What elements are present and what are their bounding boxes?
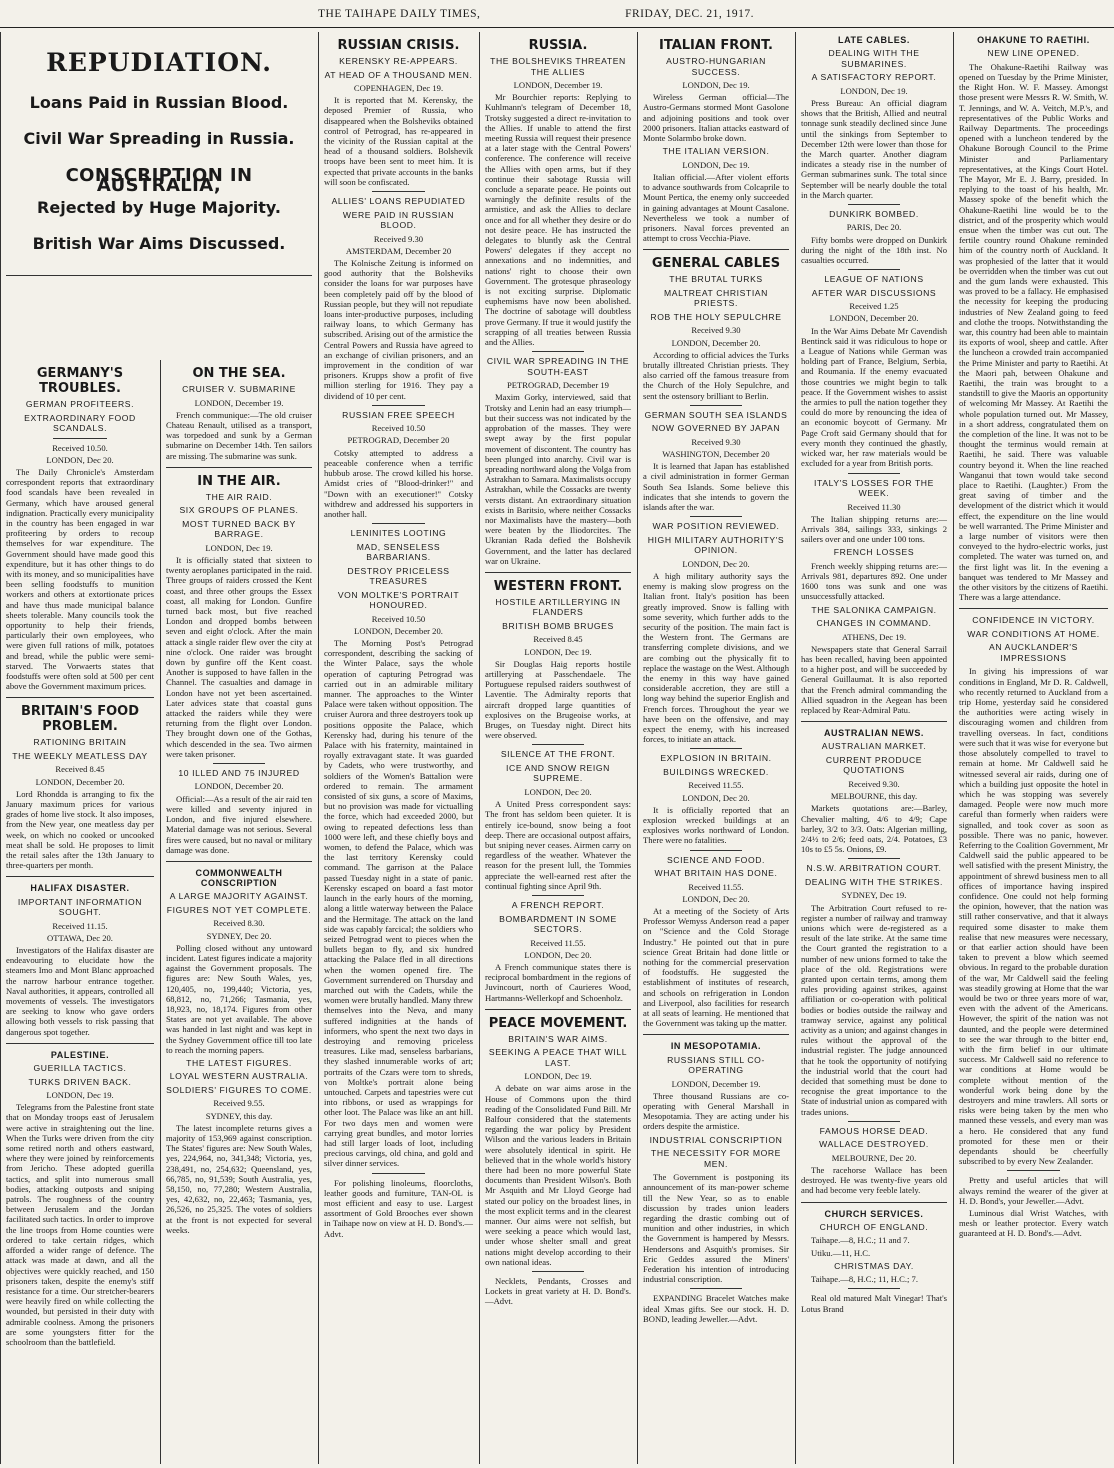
germany-received: Received 10.50.	[52, 442, 108, 453]
speech-title: RUSSIAN FREE SPEECH	[342, 409, 455, 420]
western-dateline: LONDON, Dec 19.	[524, 646, 592, 657]
food-title: BRITAIN'S FOOD PROBLEM.	[20, 704, 140, 735]
column-a	[0, 360, 160, 1464]
cables-body: According to official advices the Turks brutally illtreated Christian priests. They also carried off the famous treasure from the Church of the Holy Sepulchre, and sent the ostensory brilliant to Berlin.	[643, 349, 789, 401]
explosion-title: EXPLOSION IN BRITAIN.	[660, 753, 772, 764]
conscription-body: Polling closed without any untoward incident. Latest figures indicate a majority against the Government proposals. The figures are: New South Wales, yes, 120,405, no, 199,440; Victoria, yes, 68,812, no, 71,266; Tasmania, yes, 18,923, no, 18,174. Figures from other States are not yet available. The above was handed in last night and was kept in the Sydney Government office till too late to reach the morning papers.	[166, 942, 312, 1055]
divider	[848, 473, 901, 474]
explosion-body: It is officially reported that an explosion wrecked buildings at an explosives works northward of London. There were no fatalities.	[643, 804, 789, 846]
divider	[372, 191, 426, 192]
divider	[848, 1288, 901, 1289]
divider	[643, 1034, 789, 1035]
salonika-body: Newspapers state that General Sarrail has been recalled, having been appointed to a higher post, and will be succeeded by General Guillaumat. It is also reported that the French admiral commanding the Allied squadron in the Aegean has been replaced by Rear-Admiral Patu.	[801, 643, 947, 716]
peace-title: PEACE MOVEMENT.	[488, 1015, 628, 1031]
conscription-sub5: SOLDIERS' FIGURES TO COME.	[166, 1084, 312, 1095]
speech-body: Cotsky attempted to address a peaceable conference when a terrific hubbub arose. The crowd killed his horse. Amidst cries of "Blood-drinker!" and "Down with an executioner!" Cotsky withdrew and addressed his supporters in another hall.	[324, 447, 473, 519]
crisis-title: RUSSIAN CRISIS.	[337, 38, 460, 53]
dunkirk-body: Fifty bombs were dropped on Dunkirk during the night of the 18th inst. No casualties occurred.	[801, 234, 947, 266]
looting-title: LENINITES LOOTING	[350, 528, 447, 539]
divider	[166, 467, 312, 468]
divider	[372, 1173, 426, 1174]
divider	[6, 876, 154, 877]
peace-dateline: LONDON, Dec 19.	[524, 1071, 592, 1082]
ohakune-sub1: NEW LINE OPENED.	[987, 48, 1080, 59]
air-sub3: MOST TURNED BACK BY BARRAGE.	[182, 518, 296, 540]
explosion-sub1: BUILDINGS WRECKED.	[663, 766, 769, 777]
horse-title: FAMOUS HORSE DEAD.	[819, 1125, 929, 1136]
speech-dateline: PETROGRAD, December 20	[347, 435, 450, 446]
australian-body: Markets quotations are:—Barley, Chevalier malting, 4/6 to 4/9; Cape barley, 3/2 to 3/3. Oats: Algerian milling, 2/4½ to 2/6; feed oats, 2/4. Potatoes, £3 10s to £5 5s. Onions, £9.	[801, 803, 947, 855]
late-cables-dateline: LONDON, Dec 19.	[840, 85, 908, 96]
french-sub1: BOMBARDMENT IN SOME SECTORS.	[499, 913, 617, 934]
deck-1: Loans Paid in Russian Blood.	[29, 93, 289, 113]
salonika-sub1: CHANGES IN COMMAND.	[816, 618, 932, 629]
church-line-2: Utiku.—11, H.C.	[811, 1247, 871, 1258]
paper-name: THE TAIHAPE DAILY TIMES,	[318, 7, 481, 20]
church-sub1: CHURCH OF ENGLAND.	[819, 1221, 929, 1232]
divider	[485, 572, 631, 573]
french-title: A FRENCH REPORT.	[511, 900, 605, 910]
confidence-sub2: AN AUCKLANDER'S IMPRESSIONS	[989, 642, 1078, 663]
advert: Luminous dial Wrist Watches, with mesh or leather protector. Every watch guaranteed at H. D. Bond's.—Advt.	[959, 1208, 1108, 1239]
conscription-sub3: THE LATEST FIGURES.	[186, 1057, 292, 1068]
conscription-sub2: FIGURES NOT YET COMPLETE.	[166, 904, 312, 915]
air-sub1: THE AIR RAID.	[205, 491, 273, 502]
palestine-sub2: TURKS DRIVEN BACK.	[28, 1076, 132, 1087]
sea-sub1: CRUISER V. SUBMARINE	[182, 384, 296, 394]
divider	[532, 895, 585, 896]
divider	[801, 721, 947, 722]
church-line-3: Taihape.—8, H.C.; 11, H.C.; 7.	[811, 1274, 918, 1285]
western-title: WESTERN FRONT.	[493, 578, 623, 594]
food-dateline: LONDON, December 20.	[35, 776, 125, 787]
deck-5: British War Aims Discussed.	[32, 234, 286, 254]
church-title: CHURCH SERVICES.	[824, 1208, 924, 1219]
loans-title: ALLIES' LOANS REPUDIATED	[331, 196, 466, 207]
looting-body: The Morning Post's Petrograd correspondent, describing the sacking of the Winter Palace, says the whole operation of capturing Petrograd was carried out in an admirable military manner. The approaches to the Winter Palace were taken without opposition. The cruiser Aurora and three destroyers took up positions opposite the Palace, which Kerensky had, during his tenure of the Palace with his fraternity, maintained in royally extravagant state. It was guarded by Cadets, who were trustworthy, and soldiers of the Women's Battalion were ordered to remain. The armament consisted of six guns, a score of Maxims, but no provision was made for victualling the force, which had exceeded 2000, but owing to repeated defections less than 1000 were left, and these chiefly boys and women, to defend the Palace, which was the last territory Kerensky could command. The garrison at the Palace passed Tuesday night in a state of panic. Kerensky escaped on board a fast motor launch in the early hours of the morning, along a little waterway between the Palace and the Hermitage. The attack on the land side was capably farcical; the soldiers who seized Petrograd went to pieces when the bullets began to fly, and six hundred attacking the Palace fled in all directions when the women opened fire. The Government surrendered on Thursday and marched out with the Cadets, while the women were brutally handled. Many threw themselves into the Neva, and many suffered indignities at the hands of informers, who spent the next two days in destroying and removing priceless treasures. Like mad, senseless barbarians, they slashed innumerable works of art; portraits of the Czars were torn to shreds, von Moltke's portrait alone being untouched. Carpets and tapestries were cut into ribbons, or used as wrappings for other loot. The Palace was like an ant hill. For two days men and women were carrying great bundles, and motor lorries had still larger loads of loot, including precious carvings, old china, and gold and silver dinner services.	[324, 638, 473, 1169]
conscription-body-2: The latest incomplete returns gives a majority of 153,969 against conscription. The States' figures are: New South Wales, yes, 224,964, no, 341,348; Victoria, yes, 238,491, no, 254,632; Queensland, yes, 66,785, no, 91,539; South Australia, yes, 58,150, no, 77,280; Western Australia, yes, 42,632, no, 22,463; Tasmania, yes, 26,526, no 25,325. The votes of soldiers at the front is not expected for several weeks.	[166, 1122, 312, 1235]
food-sub2: THE WEEKLY MEATLESS DAY	[12, 750, 148, 761]
confidence-title: CONFIDENCE IN VICTORY.	[972, 615, 1095, 626]
silence-title: SILENCE AT THE FRONT.	[500, 749, 616, 760]
italy-sub1: FRENCH LOSSES	[833, 547, 915, 558]
italian-sub2: THE ITALIAN VERSION.	[662, 146, 770, 157]
russia-dateline: LONDON, December 19.	[513, 80, 603, 90]
halifax-dateline: OTTAWA, Dec 20.	[47, 932, 113, 943]
deck-2: Civil War Spreading in Russia.	[23, 129, 295, 149]
salonika-dateline: ATHENS, Dec 19.	[842, 631, 906, 642]
science-title: SCIENCE AND FOOD.	[666, 854, 766, 865]
arbitration-title: N.S.W. ARBITRATION COURT.	[806, 863, 942, 874]
league-sub1: AFTER WAR DISCUSSIONS	[811, 287, 937, 298]
conscription-sub4: LOYAL WESTERN AUSTRALIA.	[169, 1071, 309, 1082]
horse-dateline: MELBOURNE, Dec 20.	[831, 1152, 917, 1163]
divider	[1007, 1170, 1061, 1171]
southsea-title: GERMAN SOUTH SEA ISLANDS	[644, 409, 788, 420]
italy-body: The Italian shipping returns are:—Arrivals 384, sailings 333, sinkings 2 sailers over and one under 100 tons.	[801, 513, 947, 545]
divider	[532, 351, 585, 352]
cables-dateline: LONDON, December 20.	[671, 337, 761, 348]
divider	[53, 438, 106, 439]
science-sub1: WHAT BRITAIN HAS DONE.	[654, 868, 778, 879]
sea-title: ON THE SEA.	[192, 366, 286, 381]
crisis-dateline: COPENHAGEN, Dec 19.	[353, 83, 444, 93]
italian-title: ITALIAN FRONT.	[659, 38, 773, 53]
league-body: In the War Aims Debate Mr Cavendish Bentinck said it was ridiculous to hope or a League of Nations while German was holding part of France, Belgium, Serbia, and Roumania. If the enemy evacuated those countries we might begin to talk peace. If the Government wishes to assist the armies to pull the nation together they could do more by renouncing the idea of an economic boycott of Germany. Mr Page Croft said Germany should that for every month they continued the ghastly, wicked war, her raw materials would be excluded for a year from British ports.	[801, 325, 947, 469]
divider	[643, 249, 789, 250]
air-title: IN THE AIR.	[197, 473, 281, 489]
looting-sub2: DESTROY PRICELESS TREASURES	[347, 565, 450, 587]
southsea-sub1: NOW GOVERNED BY JAPAN	[651, 423, 781, 434]
italian-body-2: Italian official.—After violent efforts to advance southwards from Colcaprile to Mount Pertica, the enemy only succeeded in gaining advantages at Mount Casalone. Nevertheless we took a number of prisoners. Naval forces prevented an attempt to cross Vecchia-Piave.	[643, 171, 789, 244]
germany-dateline: LONDON, Dec 20.	[46, 454, 114, 465]
australian-sub2: CURRENT PRODUCE QUOTATIONS	[825, 754, 923, 776]
arbitration-sub1: DEALING WITH THE STRIKES.	[804, 876, 944, 887]
late-cables-sub1: DEALING WITH THE SUBMARINES.	[828, 48, 920, 69]
position-title: WAR POSITION REVIEWED.	[652, 521, 780, 532]
divider	[801, 1202, 947, 1203]
russia-title: RUSSIA.	[528, 38, 588, 53]
divider	[372, 405, 426, 406]
air-body: It is officially stated that sixteen to twenty aeroplanes participated in the raid. Three groups of raiders crossed the Kent coast, and three other groups the Essex coast, all making for London. Gunfire turned back most, but five reached London and dropped bombs between seven and eight o'clock. After the main attack a single raider flew over the city at nine o'clock. One raider was brought down by gunfire off the Kent coast. Another is supposed to have fallen in the Channel. The casualties and damage in London have not yet been ascertained. Later advices state that coastal guns attacked the raiders while they were returning from the flight over London. They brought down one of the Gothas, which descended in the sea. Two airmen were taken prisoner.	[166, 554, 312, 759]
arbitration-body: The Arbitration Court refused to re-register a number of railway and tramway unions which were de-registered as a result of the late strike. At the same time the Court granted the registration to a number of new unions formed to take the place of the old. Registrations were granted upon certain terms, among them rules providing against strikes, against affiliation or co-operation with political bodies or bodies outside the railway and tramway service, against any political activity as a union; and against changes in rules without the approval of the industrial register. The judge announced that he took the opportunity of notifying the industrial world that the court had decided that something must be done to recognise the great importance to the State of industrial union as compared with trades unions.	[801, 902, 947, 1117]
silence-sub1: ICE AND SNOW REIGN SUPREME.	[506, 762, 610, 784]
palestine-body: Telegrams from the Palestine front state that on Monday troops east of Jerusalem were active in straightening out the line. When the Turks were driven from the city some retired north and others eastward, where they were joined by reinforcements from Jericho. These adopted guerilla tactics, and split into numerous small bodies, attacking outposts and sniping patrols. The roughness of the country between Jerusalem and the Jordan facilitated such tactics. In order to improve the line troops from Home counties were ordered to take certain ridges, which afforded a wider range of defence. The attack was made at dawn, and all the objectives were quickly reached, and 150 prisoners taken, despite the enemy's stiff resistance for a time. Our stretcher-bearers were heavily fired on while collecting the wounded, but persisted in their duty with admirable coolness. Among the prisoners are some youngsters fitter for the schoolroom than the battlefield.	[6, 1102, 154, 1347]
masthead	[0, 0, 1114, 28]
advert: Necklets, Pendants, Crosses and Lockets in great variety at H. D. Bond's.—Advt.	[485, 1276, 631, 1307]
meso-body: Three thousand Russians are co-operating with General Marshall in Mesopotamia. They are acting under his orders despite the armistice.	[643, 1090, 789, 1132]
church-sub2: CHRISTMAS DAY.	[834, 1260, 914, 1271]
ohakune-title: OHAKUNE TO RAETIHI.	[977, 35, 1090, 45]
column-b	[160, 360, 318, 1464]
italian-dateline-2: LONDON, Dec 19.	[682, 159, 750, 170]
horse-body: The racehorse Wallace has been destroyed. He was twenty-five years old and had become very feeble lately.	[801, 1165, 947, 1196]
southsea-body: It is learned that Japan has established a civil administration in former German South Sea Islands. Some believe this indicates that she intends to govern the islands after the war.	[643, 461, 789, 512]
divider	[690, 516, 743, 517]
divider	[690, 748, 743, 749]
looting-sub1: MAD, SENSELESS BARBARIANS.	[356, 541, 441, 563]
peace-sub2: SEEKING A PEACE THAT WILL LAST.	[488, 1047, 628, 1068]
late-cables-body: Press Bureau: An official diagram shows that the British, Allied and neutral tonnage sunk steadily declined since June until the sinkings from September to December 12th were lower than those for the March quarter. Another diagram indicates a steady rise in the number of German submarines sunk. The total since September will be nearly double the total in the March quarter.	[801, 97, 947, 200]
divider	[848, 858, 901, 859]
divider	[690, 1288, 743, 1289]
crisis-sub2: AT HEAD OF A THOUSAND MEN.	[324, 69, 473, 80]
looting-sub3: VON MOLTKE'S PORTRAIT HONOURED.	[337, 589, 460, 611]
salonika-title: THE SALONIKA CAMPAIGN.	[811, 604, 937, 615]
conscription-dateline: SYDNEY, Dec 20.	[206, 930, 272, 941]
divider	[959, 608, 1108, 609]
cables-sub2: MALTREAT CHRISTIAN PRIESTS.	[664, 287, 768, 309]
divider	[213, 763, 266, 764]
column-d	[479, 32, 637, 1464]
science-received: Received 11.55.	[688, 881, 744, 892]
meso-body-2: The Government is postponing its announcement of its man-power scheme till the New Year, so as to enable discussion by trades union leaders regarding the drastic combing out of munition and other industries, in which the Government is hampered by Messrs. Hendersons and Asquith's promises. Sir Eric Geddes assured the Miners' Federation his intention of introducing industrial conscription.	[643, 1172, 789, 1285]
conscription-title: COMMONWEALTH CONSCRIPTION	[195, 867, 283, 889]
divider	[372, 523, 426, 524]
italian-dateline: LONDON, Dec 19.	[682, 80, 750, 90]
late-cables-sub2: A SATISFACTORY REPORT.	[811, 72, 937, 83]
dunkirk-title: DUNKIRK BOMBED.	[829, 208, 919, 219]
palestine-title: PALESTINE.	[50, 1049, 110, 1060]
league-received: Received 1.25	[849, 301, 899, 312]
civilwar-dateline: PETROGRAD, December 19	[507, 380, 609, 391]
loans-dateline: AMSTERDAM, December 20	[345, 245, 452, 256]
russia-body: Mr Bourchier reports: Replying to Kuhlmann's telegram of December 18, Trotsky suggested a direct re-invitation to the Allies. If unable to attend the first meeting Russia will request their presence at a later stage with the Central Powers' conference. The conference will receive the Allies with open arms, but if they continue their sabotage Russia will conclude a separate peace. He points out warningly the definite results of the armistice, and ask the Allies to declare once and for all whether they desire or do not desire peace. He has instructed the delegates to bluntly ask the Central Powers' delegates if they accept no annexations and no indemnities, and nations' right to choose their own Government. The grotesque phraseology is not exciting surprise. Diplomatic euphemisms have now been abolished. The doctrine of sabotage will doubtless prove Germany. If true it would justify the scrapping of all treaties between Russia and the Allies.	[485, 92, 631, 348]
loans-sub1: WERE PAID IN RUSSIAN BLOOD.	[342, 209, 455, 231]
western-body: Sir Douglas Haig reports hostile artillerying at Passchendaele. The Portuguese repulsed raiders southwest of Laventie. The Admiralty reports that aircraft dropped large quantities of explosives on the Brugeoise works, at Bruges, on Tuesday night. Direct hits were observed.	[485, 658, 631, 741]
western-sub1: HOSTILE ARTILLERYING IN FLANDERS	[495, 596, 621, 618]
divider	[166, 861, 312, 862]
southsea-received: Received 9.30	[691, 436, 741, 447]
food-received: Received 8.45	[55, 764, 105, 775]
conscription-received: Received 8.30.	[213, 918, 265, 929]
germany-body: The Daily Chronicle's Amsterdam correspondent reports that extraordinary food scandals have been revealed in Germany, which have aroused general indignation. Practically every municipality in the country has been engaged in war profiteering by orders to recoup themselves for war expenditure. The Government should have made good this expenditure, but it has other things to do with its money, and so municipalities have been selling foodstuffs to munition workers and others at extortionate prices and have thus made municipal balance sheets tolerable. Many councils took the opportunity to help their friends, particularly their own employees, who were given full rations of milk, potatoes and bread, while the public were semi-starved. The Vorwaerts states that foodstuffs were often sold at 500 per cent above the Government maximum prices.	[6, 466, 154, 692]
lead-headline: REPUDIATION.	[46, 48, 272, 77]
divider	[6, 1043, 154, 1044]
late-cables-title: LATE CABLES.	[837, 35, 911, 45]
advert: For polishing linoleums, floorcloths, leather goods and furniture, TAN-OL is most efficient and easy to use. Largest assortment of Gold Brooches ever shown in Taihape now on view at H. D. Bond's.—Advt.	[324, 1177, 473, 1239]
divider	[690, 850, 743, 851]
germany-title: GERMANY'S TROUBLES.	[36, 366, 124, 396]
deck-4: Rejected by Huge Majority.	[37, 198, 281, 218]
western-sub2: BRITISH BOMB BRUGES	[502, 620, 614, 631]
cables-sub3: ROB THE HOLY SEPULCHRE	[650, 311, 782, 322]
explosion-received: Received 11.55.	[688, 780, 744, 791]
deck-3: CONSCRIPTION IN AUSTRALIA,	[65, 164, 253, 196]
killed-dateline: LONDON, December 20.	[194, 781, 284, 792]
italy-title: ITALY'S LOSSES FOR THE WEEK.	[814, 477, 934, 498]
column-e	[637, 32, 795, 1464]
australian-sub1: AUSTRALIAN MARKET.	[821, 741, 927, 752]
french-received: Received 11.55.	[530, 937, 586, 948]
palestine-sub1: GUERILLA TACTICS.	[33, 1063, 127, 1074]
cables-title: GENERAL CABLES	[651, 256, 781, 272]
lead-headline-block	[0, 32, 318, 342]
southsea-dateline: WASHINGTON, December 20	[662, 448, 770, 459]
italy-body-2: French weekly shipping returns are:—Arrivals 981, departures 892. One under 1600 tons was sunk and one was unsuccessfully attacked.	[801, 560, 947, 602]
confidence-body: In giving his impressions of war conditions in England, Mr D. R. Caldwell, who recently returned to Auckland from a trip Home, yesterday said he considered the authorities were acting wisely in discouraging women and children from travelling overseas. In fact, conditions were such that it was wise for everyone but those absolutely compelled to travel to remain at home. Mr Caldwell said he witnessed several air raids, during one of which a building just opposite the hotel in which he was stopping was severely damaged. People were now much more careful than formerly when raiders were signalled, and took cover as soon as possible. There was no panic, however. Referring to the Coalition Government, Mr Caldwell said the public appeared to be well satisfied with the present Ministry, the appointment of shrewd business men to all offices of importance having inspired confidence. One could not help forming the opinion, however, that the nation was still rather conservative, and that it always required some disaster to make them realise that new measures were necessary, or that earlier action should have been taken to prevent a blow which seemed obvious. In regard to the probable duration of the war, Mr Caldwell said the feeling was steadily growing at Home that the war would be two or three years more of war, even with the advent of the Americans. However, the spirit of the nation was not daunted, and the people were determined to see the war through to the bitter end, with the firm belief in our ultimate success. Mr Caldwell said no reference to war conditions at Home would be complete without mention of the wonderful work being done by the destroyers and mine trawlers. All sorts or risks were being taken by the men who manned these vessels, and every man was a hero. He considered that any fund promoted for these men or their dependants should be cheerfully subscribed to by every New Zealander.	[959, 666, 1108, 1167]
italian-body: Wireless German official—The Austro-Germans stormed Mont Gasolone and adjoining positions and took over 2000 prisoners. Italian attacks eastward of Monte Solarmbo broke down.	[643, 92, 789, 144]
league-title: LEAGUE OF NATIONS	[824, 274, 924, 285]
speech-received: Received 10.50	[371, 423, 426, 434]
dunkirk-dateline: PARIS, Dec 20.	[846, 222, 902, 233]
position-sub1: HIGH MILITARY AUTHORITY'S OPINION.	[647, 534, 785, 556]
air-dateline: LONDON, Dec 19.	[205, 542, 273, 553]
meso-sub3: THE NECESSITY FOR MORE MEN.	[650, 1148, 782, 1169]
ohakune-body: The Ohakune-Raetihi Railway was opened on Tuesday by the Prime Minister, the Right Hon. W. F. Massey. Amongst those present were Messrs R. W. Smith, W. T. Jennings, and W. A. Veitch, M.P.'s, and representatives of the Public Works and Railway Departments. The proceedings opened with a luncheon tendered by the Ohakune Borough Council to the Prime Minister and Parliamentary representatives, at the Kings Court Hotel. The Mayor, Mr E. J. Barry, presided. In replying to the toast of his health, Mr. Massey spoke of the benefit which the Ohakune-Raetihi line would be to the district, and of the prosperity which would ensue when the timber was cut out. The fertile country round Ohakune reminded him of the country north of Auckland. It was prophesied of the latter that it would be overridden when the timber was cut out and the gum lands were exhausted. This was proved to be a fallacy. He emphasised the necessity for keeping the producing industries of New Zealand going to feed and clothe the troops. Notwithstanding the war, this country had been able to maintain its exports of wool, sheep and cattle. After the luncheon a crowded train accompanied the Prime Minister and party to Raetihi. At the Maori pah, between Ohakune and Raetihi, the train was brought to a standstill to give the Maoris an opportunity of welcoming Mr Massey. At Raetihi the whole population turned out. Mr Massey, in a short address, congratulated them on the completion of the line. It was not to be thought the terminus would remain at Raetihi, he said. There was valuable country beyond it. When the line reached Wanganui that town would take second place to Raetihi. (Laughter.) From the great saving of timber and the development of the district which it would effect, the expenditure on the line would be well warranted. The Prime Minister and a large number of visitors were then conveyed to the hydro-electric works, just completed. The water was turned on, and the first light was lit. In the evening a banquet was tendered to Mr Massey and the other visitors by the citizens of Raetihi. There was a large attendance.	[959, 61, 1108, 603]
advert: Pretty and useful articles that will always remind the wearer of the giver at H. D. Bond's, your Jeweller.—Advt.	[959, 1175, 1108, 1206]
italy-received: Received 11.30	[847, 501, 901, 512]
germany-sub2: EXTRAORDINARY FOOD SCANDALS.	[24, 412, 136, 433]
science-body: At a meeting of the Society of Arts Professor Wemyss Anderson read a paper on "Science and the Cold Storage Industry." He pointed out that in pure science Great Britain had done little or nothing for the commercial preservation of foodstuffs. He suggested the establishment of institutes of research, and schools on refrigeration in London and Liverpool, also facilities for research at all seats of learning. He mentioned that the Government was taking up the matter.	[643, 905, 789, 1029]
column-f	[795, 32, 953, 1464]
conscription-sub1: A LARGE MAJORITY AGAINST.	[169, 891, 309, 902]
divider	[485, 1009, 631, 1010]
food-sub1: RATIONING BRITAIN	[33, 737, 127, 748]
peace-body: A debate on war aims arose in the House of Commons upon the third reading of the Consolidated Fund Bill. Mr Balfour considered that the statements regarding the war policy by President Wilson and the various leaders in Britain were absolutely identical in spirit. He believed that in the whole world's history there had been no more powerful State documents than President Wilson's. Both Mr Asquith and Mr Lloyd George had stated our policy on the broadest lines, in the most explicit terms and in the clearest manner. Our aims were not selfish, but were seeking a peace which would last, under whose shelter small and great nations might develop according to their own national ideas.	[485, 1083, 631, 1267]
loans-received: Received 9.30	[373, 233, 424, 244]
divider	[6, 275, 312, 276]
cables-sub1: THE BRUTAL TURKS	[669, 274, 763, 285]
sea-dateline: LONDON, December 19.	[194, 397, 284, 408]
looting-dateline: LONDON, December 20.	[354, 625, 443, 636]
australian-received: Received 9.30.	[848, 778, 900, 789]
air-sub2: SIX GROUPS OF PLANES.	[179, 505, 299, 516]
advert: EXPANDING Bracelet Watches make ideal Xmas gifts. See our stock. H. D. BOND, leading Jeweller.—Advt.	[643, 1293, 789, 1324]
explosion-dateline: LONDON, Dec 20.	[682, 792, 750, 803]
australian-title: AUSTRALIAN NEWS.	[823, 728, 925, 739]
germany-sub1: GERMAN PROFITEERS.	[25, 399, 135, 409]
civilwar-body: Maxim Gorky, interviewed, said that Trotsky and Lenin had an easy triumph—but their success was not indicated by the approbation of the masses. They were swept away by the first popular movement of discontent. The country has been plunged into anarchy. Civil war is spreading northward along the Volga from Astrakhan to Samara. Maximalists occupy Astrakhan, while the Cossacks are twenty versts distant. An extraordinary situation exists in Baritsio, where neither Cossacks nor Maximalists have the mastery—both were beaten by the Iliodorcites. The Ukranian Rada defied the Bolshevik Government, and the latter has declared war on Ukraine.	[485, 392, 631, 566]
church-line-1: Taihape.—8, H.C.; 11 and 7.	[811, 1235, 910, 1246]
advert: Real old matured Malt Vinegar! That's Lotus Brand	[801, 1293, 947, 1314]
french-body: A French communique states there is reciprocal bombardment in the regions of Juvincourt, north of Caurieres Wood, Hartmanns-Wellerkopf and Schoenholz.	[485, 961, 631, 1003]
divider	[848, 269, 901, 270]
peace-sub1: BRITAIN'S WAR AIMS.	[508, 1033, 608, 1044]
australian-dateline: MELBOURNE, this day.	[830, 791, 918, 802]
divider	[6, 697, 154, 698]
column-g	[953, 32, 1114, 1464]
halifax-received: Received 11.15.	[52, 920, 108, 931]
halifax-sub1: IMPORTANT INFORMATION SOUGHT.	[17, 896, 143, 918]
column-c	[318, 32, 479, 1464]
science-dateline: LONDON, Dec 20.	[682, 893, 750, 904]
conscription-dateline-2: SYDNEY, this day.	[205, 1110, 273, 1121]
horse-sub1: WALLACE DESTROYED.	[819, 1139, 929, 1150]
divider	[690, 405, 743, 406]
crisis-body: It is reported that M. Kerensky, the deposed Premier of Russia, who disappeared when the Bolsheviks obtained control of Petrograd, has re-appeared in the vicinity of the Russian capital at the head of a thousand soldiers. Bolshevik troops have been sent to meet him. It is expected that private accounts in the banks will soon be confiscated.	[324, 95, 473, 187]
sea-body: French communique:—The old cruiser Chateau Renault, utilised as a transport, was torpedoed and sunk by a German submarine on December 14th. Ten sailors are missing. The submarine was sunk.	[166, 409, 312, 461]
arbitration-dateline: SYDNEY, Dec 19.	[841, 890, 907, 901]
conscription-received-2: Received 9.55.	[213, 1098, 265, 1109]
french-dateline: LONDON, Dec 20.	[524, 949, 592, 960]
meso-sub2: INDUSTRIAL CONSCRIPTION	[649, 1134, 783, 1145]
meso-title: IN MESOPOTAMIA.	[670, 1041, 762, 1052]
position-dateline: LONDON, Dec 20.	[682, 558, 750, 569]
divider	[532, 1271, 585, 1272]
meso-sub1: RUSSIANS STILL CO-OPERATING	[667, 1054, 765, 1076]
position-body: A high military authority says the enemy is making slow progress on the Italian front. Italy's position has been greatly improved. Snow is falling with some severity, which further adds to the security of the position. The main fact is the Western front. The Germans are transferring complete divisions, and we are combing out the physically fit to replace the wastage on the West. Although the enemy in this way have gained considerable accretion, they are still a long way behind the superior English and French forces. Throughout the year we have been on the offensive, and may expect the enemy, with his increased forces, to initiate an attack.	[643, 570, 789, 745]
halifax-body: Investigators of the Halifax disaster are endeavouring to elucidate how the steamers Imo and Mont Blanc approached the narrow harbour entrance together. Naval authorities, it appears, controlled all movements of vessels. The investigators are seeking to know who gave orders allowing both vessels to risk passing that dangerous spot together.	[6, 945, 154, 1037]
divider	[848, 204, 901, 205]
food-body: Lord Rhondda is arranging to fix the January maximum prices for various grades of home live stock. It also imposes, from the New year, one meatless day per week, on which no cooked or uncooked meat shall be sold. He proposes to limit the retail sales after the 13th January to three-quarters per month.	[6, 788, 154, 871]
silence-dateline: LONDON, Dec 20.	[524, 786, 592, 797]
civilwar-title: CIVIL WAR SPREADING IN THE SOUTH-EAST	[486, 356, 630, 377]
loans-body: The Kolnische Zeitung is informed on good authority that the Bolsheviks consider the loans for war purposes have been completely paid off by the blood of Russian people, but they will not repudiate loans inter-productive purposes, including railway loans, to which Germany has subscribed. Arising out of the armistice the Central Powers and Russia have agreed to an exchange of civilian prisoners, and an improvement in the condition of war prisoners. Krupps show a profit of five million sterling for 1916. They pay a dividend of 10 per cent.	[324, 257, 473, 401]
cables-received: Received 9.30	[691, 325, 741, 336]
killed-title: 10 ILLED AND 75 INJURED	[178, 767, 300, 778]
issue-date: FRIDAY, DEC. 21, 1917.	[625, 7, 754, 20]
league-dateline: LONDON, December 20.	[829, 313, 919, 324]
halifax-title: HALIFAX DISASTER.	[30, 883, 130, 894]
meso-dateline: LONDON, December 19.	[671, 1078, 761, 1089]
russia-sub1: THE BOLSHEVIKS THREATEN THE ALLIES	[490, 56, 626, 77]
confidence-sub1: WAR CONDITIONS AT HOME.	[967, 628, 1100, 639]
palestine-dateline: LONDON, Dec 19.	[46, 1090, 114, 1101]
italian-sub1: AUSTRO-HUNGARIAN SUCCESS.	[666, 56, 766, 77]
crisis-sub1: KERENSKY RE-APPEARS.	[339, 56, 458, 66]
western-received: Received 8.45	[533, 634, 583, 645]
looting-received: Received 10.50	[371, 613, 426, 624]
killed-body: Official:—As a result of the air raid ten were killed and seventy injured in London, and five injured elsewhere. Material damage was not serious. Several fires were caused, but no naval or military damage was done.	[166, 793, 312, 855]
divider	[848, 1121, 901, 1122]
divider	[532, 744, 585, 745]
silence-body: A United Press correspondent says: The front has seldom been quieter. It is entirely ice-bound, snow being a foot deep. There are occasional outpost affairs, but sniping never ceases. Airmen carry on regardless of the weather. Whatever the reason for the present lull, the Tommies appreciate the well-earned rest after the continual fighting since April 9th.	[485, 799, 631, 891]
